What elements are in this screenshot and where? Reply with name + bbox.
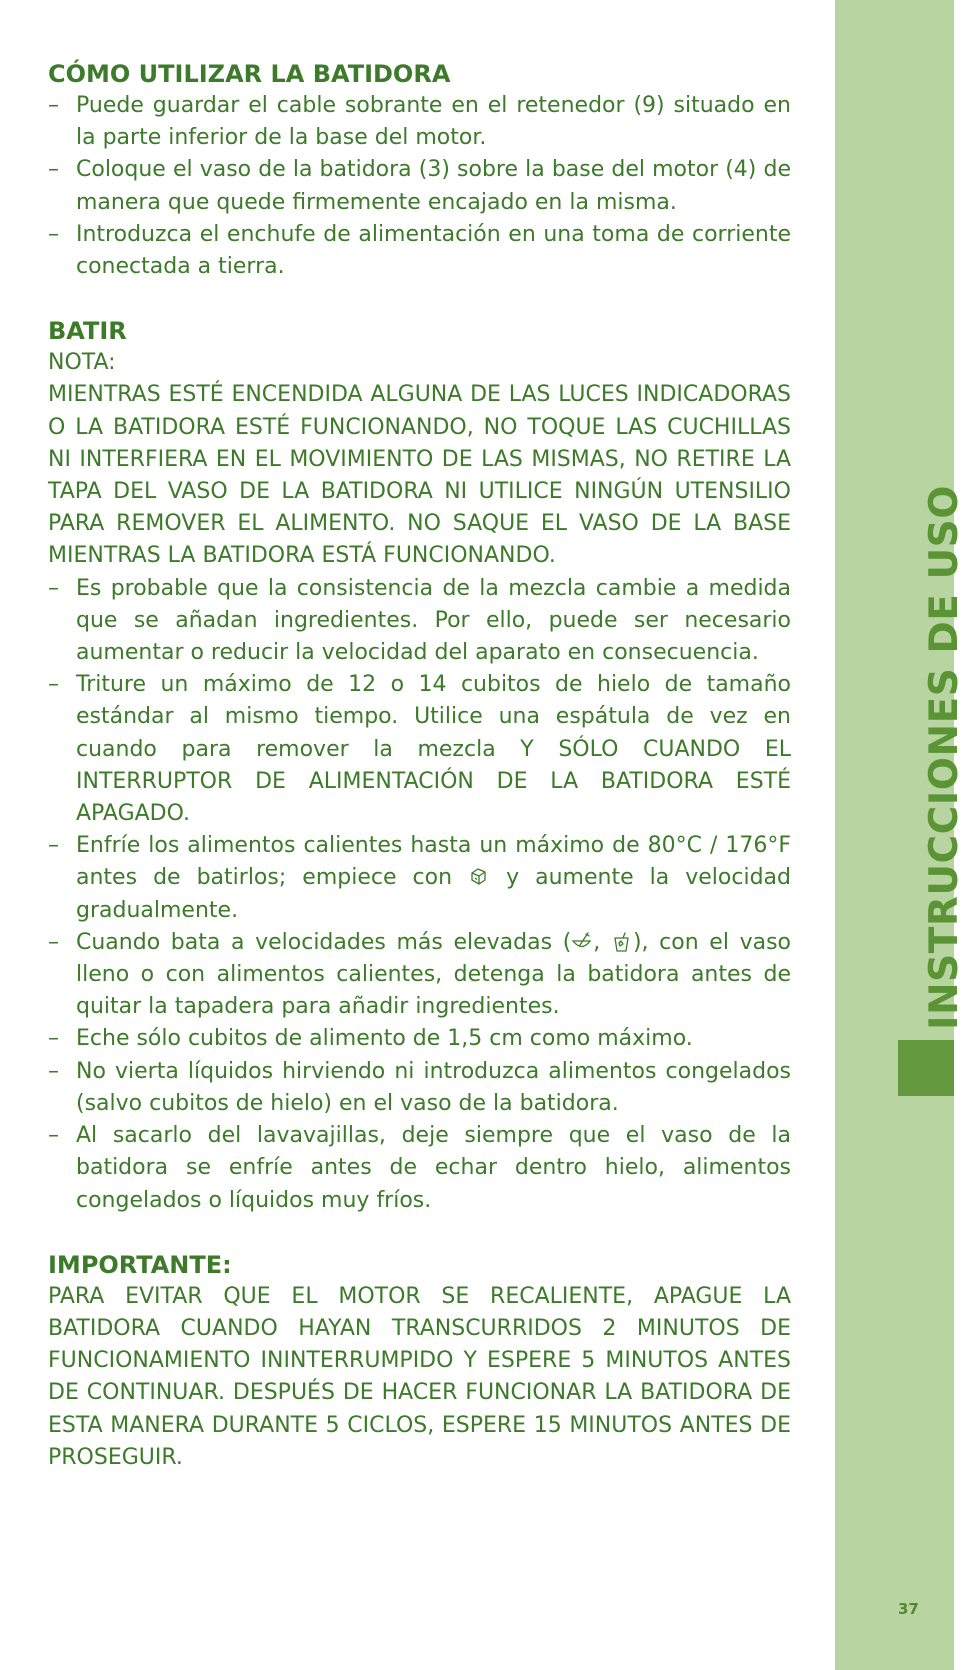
- list-item: [48, 830, 791, 927]
- list-item: – No vierta líquidos hirviendo ni introduzca alimentos congelados (salvo cubitos de hielo) en el vaso de la batidora.: [48, 1056, 791, 1120]
- list-item: – Es probable que la consistencia de la mezcla cambie a medida que se añadan ingredientes. Por ello, puede ser necesario aumentar o reducir la velocidad del aparato en consecuencia.: [48, 573, 791, 670]
- sidebar-tab-marker: [898, 1040, 954, 1096]
- list-item: – Coloque el vaso de la batidora (3) sobre la base del motor (4) de manera que quede firmemente encajado en la misma.: [48, 154, 791, 218]
- sidebar-section-title: INSTRUCCIONES DE USO: [922, 485, 967, 1030]
- heading-how-to-use: CÓMO UTILIZAR LA BATIDORA: [48, 60, 451, 88]
- note-label: NOTA:: [48, 350, 116, 376]
- list-item: – Introduzca el enchufe de alimentación en una toma de corriente conectada a tierra.: [48, 219, 791, 283]
- ice-crush-speed-icon: [611, 932, 633, 952]
- how-to-use-list: [48, 90, 791, 283]
- batir-list: [48, 573, 791, 1217]
- list-item-text: Cuando bata a velocidades más elevadas (: [76, 929, 572, 955]
- list-item: – Puede guardar el cable sobrante en el retenedor (9) situado en la parte inferior de la base del motor.: [48, 90, 791, 154]
- list-item: – Triture un máximo de 12 o 14 cubitos de hielo de tamaño estándar al mismo tiempo. Utilice una espátula de vez en cuando para remover la mezcla Y SÓLO CUANDO EL INTERRUPTOR DE ALIMENTACIÓN DE LA BATIDORA ESTÉ APAGADO.: [48, 669, 791, 830]
- list-item-text: Enfríe los alimentos calientes hasta un máximo de 80°C / 176°F antes de batirlos; empiece con: [76, 833, 791, 891]
- section-spacer: [48, 1217, 791, 1249]
- heading-important: IMPORTANTE:: [48, 1250, 232, 1279]
- list-item-text: y aumente la velocidad gradualmente.: [76, 865, 791, 923]
- smoothie-speed-icon: [571, 932, 593, 952]
- chop-speed-icon: [468, 867, 490, 887]
- note-warning-text: MIENTRAS ESTÉ ENCENDIDA ALGUNA DE LAS LUCES INDICADORAS O LA BATIDORA ESTÉ FUNCIONANDO, NO TOQUE LAS CUCHILLAS NI INTERFIERA EN EL MOVIMIENTO DE LAS MISMAS, NO RETIRE LA TAPA DEL VASO DE LA BATIDORA NI UTILICE NINGÚN UTENSILIO PARA REMOVER EL ALIMENTO. NO SAQUE EL VASO DE LA BASE MIENTRAS LA BATIDORA ESTÁ FUNCIONANDO.: [48, 382, 791, 569]
- page-number: 37: [898, 1600, 919, 1618]
- list-item-text: ,: [593, 929, 611, 955]
- heading-batir: BATIR: [48, 317, 127, 346]
- list-item: [48, 927, 791, 1024]
- list-item: – Eche sólo cubitos de alimento de 1,5 cm como máximo.: [48, 1023, 791, 1055]
- section-spacer: [48, 283, 791, 315]
- list-item-text: ), con el vaso lleno o con alimentos calientes, detenga la batidora antes de quitar la tapadera para añadir ingredientes.: [76, 929, 791, 1020]
- list-item: – Al sacarlo del lavavajillas, deje siempre que el vaso de la batidora se enfríe antes de echar dentro hielo, alimentos congelados o líquidos muy fríos.: [48, 1120, 791, 1217]
- main-content: [48, 58, 791, 1474]
- important-warning-text: PARA EVITAR QUE EL MOTOR SE RECALIENTE, APAGUE LA BATIDORA CUANDO HAYAN TRANSCURRIDOS 2 MINUTOS DE FUNCIONAMIENTO ININTERRUMPIDO Y ESPERE 5 MINUTOS ANTES DE CONTINUAR. DESPUÉS DE HACER FUNCIONAR LA BATIDORA DE ESTA MANERA DURANTE 5 CICLOS, ESPERE 15 MINUTOS ANTES DE PROSEGUIR.: [48, 1283, 791, 1470]
